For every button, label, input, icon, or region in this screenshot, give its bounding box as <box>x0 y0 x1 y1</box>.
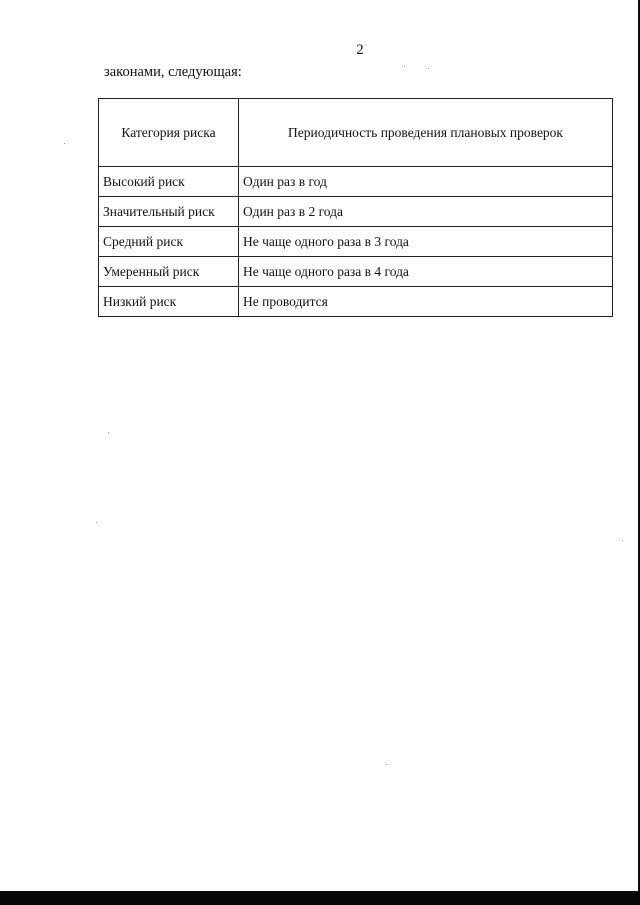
table-row <box>99 197 613 227</box>
scan-edge-bottom <box>0 891 640 905</box>
frequency-cell: Один раз в год <box>239 167 613 197</box>
table-row <box>99 227 613 257</box>
scan-speck <box>386 764 387 765</box>
table-row <box>99 257 613 287</box>
frequency-cell: Один раз в 2 года <box>239 197 613 227</box>
scan-speck <box>96 522 97 523</box>
scan-speck <box>404 66 405 67</box>
header-risk-category: Категория риска <box>99 99 239 167</box>
risk-category-cell: Умеренный риск <box>99 257 239 287</box>
frequency-cell: Не проводится <box>239 287 613 317</box>
risk-category-cell: Низкий риск <box>99 287 239 317</box>
frequency-cell: Не чаще одного раза в 3 года <box>239 227 613 257</box>
risk-category-cell: Высокий риск <box>99 167 239 197</box>
table-row <box>99 287 613 317</box>
scan-speck <box>64 143 65 144</box>
risk-category-cell: Значительный риск <box>99 197 239 227</box>
header-inspection-frequency: Периодичность проведения плановых проверок <box>239 99 613 167</box>
scan-speck <box>622 540 623 541</box>
frequency-cell: Не чаще одного раза в 4 года <box>239 257 613 287</box>
table-header-row <box>99 99 613 167</box>
page-number: 2 <box>356 42 364 58</box>
table-row <box>99 167 613 197</box>
intro-text: законами, следующая: <box>104 64 242 80</box>
risk-category-cell: Средний риск <box>99 227 239 257</box>
scan-speck <box>428 68 429 69</box>
risk-inspection-table <box>98 98 613 317</box>
scan-speck <box>108 432 109 433</box>
